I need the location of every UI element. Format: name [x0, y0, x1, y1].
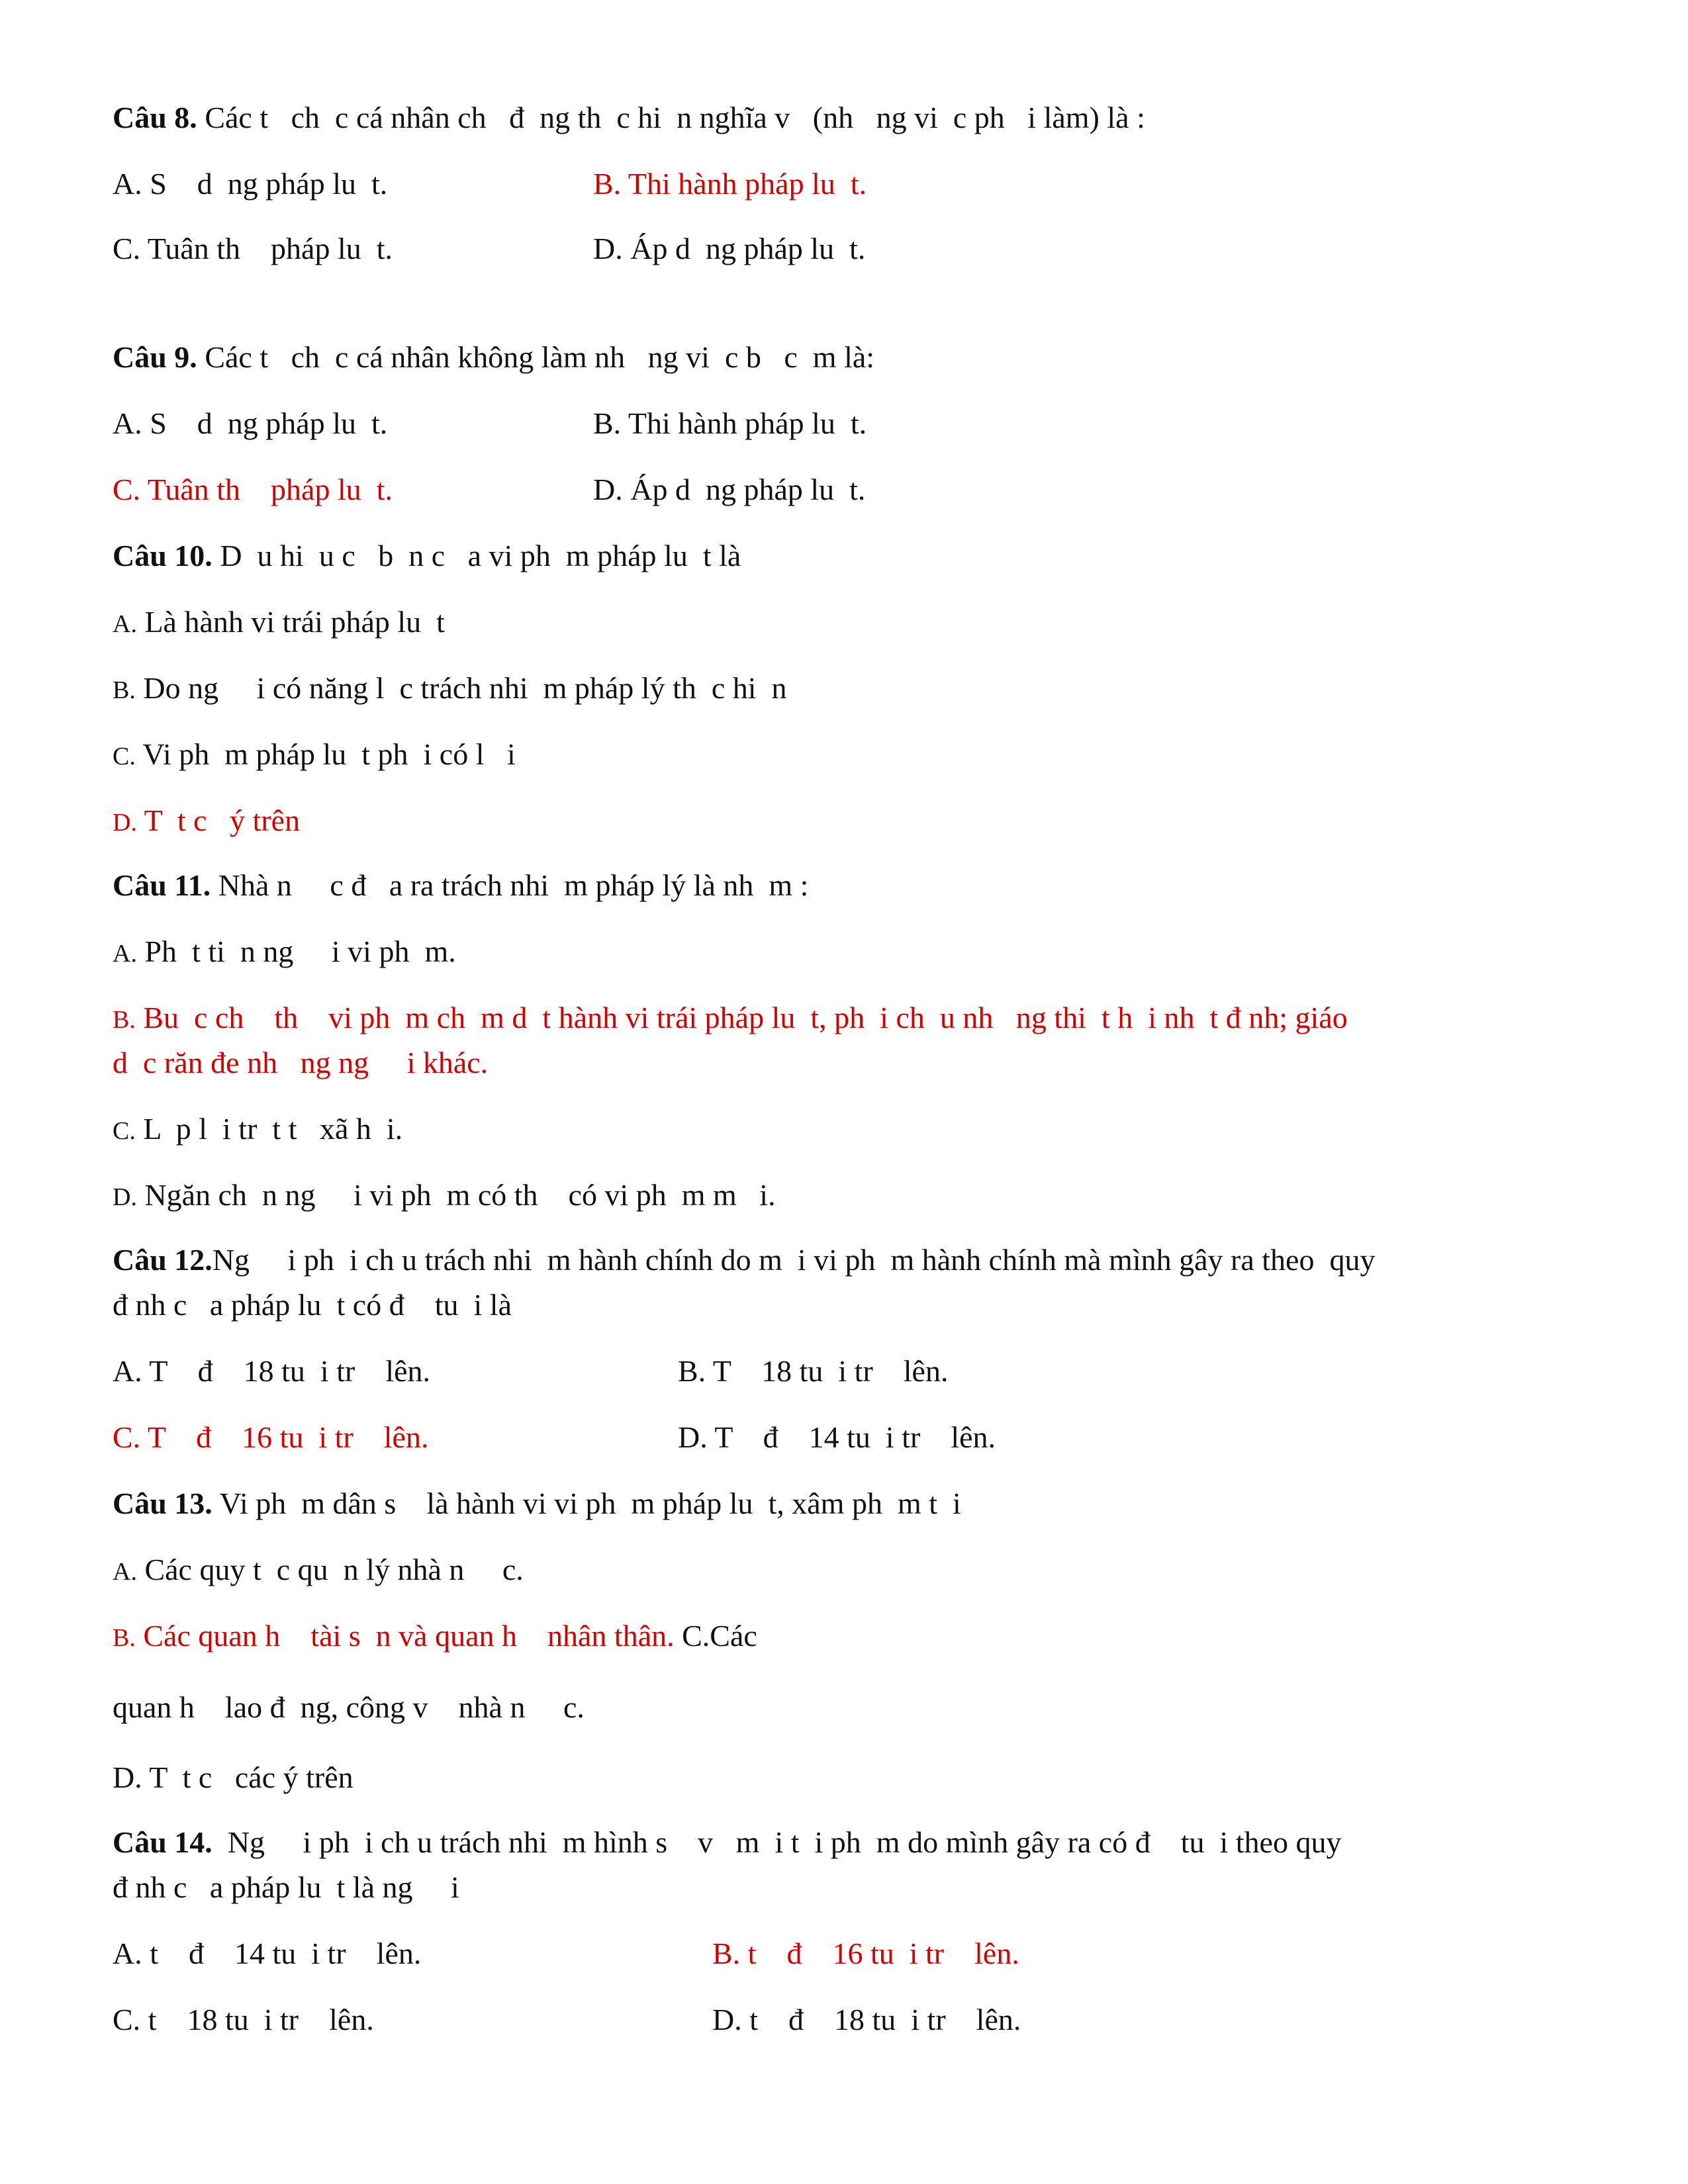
question-text: Các t ch c cá nhân không làm nh ng vi c b c m là:	[197, 340, 875, 374]
option-11c	[113, 1111, 402, 1150]
question-14	[113, 1824, 1341, 1861]
option-10a	[113, 604, 445, 643]
option-text-correct: Các quan h tài s n và quan h nhân thân.	[135, 1619, 675, 1653]
option-9b: B. Thi hành pháp lu t.	[593, 406, 867, 440]
question-text: Ng i ph i ch u trách nhi m hình s v m i t i ph m do mình gây ra có đ tu i theo quy	[212, 1825, 1342, 1859]
option-letter: D.	[113, 809, 137, 837]
option-text: Là hành vi trái pháp lu t	[136, 605, 445, 639]
question-number: Câu 9.	[113, 340, 197, 374]
option-11d	[113, 1177, 776, 1216]
option-14c: C. t 18 tu i tr lên.	[113, 2003, 374, 2036]
option-13a	[113, 1551, 524, 1590]
option-14a: A. t đ 14 tu i tr lên.	[113, 1936, 422, 1970]
option-13b	[113, 1617, 757, 1657]
option-text: Do ng i có năng l c trách nhi m pháp lý th c hi n	[135, 671, 787, 705]
question-number: Câu 13.	[113, 1486, 212, 1520]
question-11	[113, 867, 808, 904]
option-11b-continued: d c răn đe nh ng ng i khác.	[113, 1046, 489, 1079]
option-letter: D.	[113, 1183, 137, 1211]
question-12	[113, 1242, 1375, 1279]
question-8	[113, 99, 1145, 136]
option-9d: D. Áp d ng pháp lu t.	[593, 473, 866, 506]
question-number: Câu 10.	[113, 539, 212, 572]
option-9a: A. S d ng pháp lu t.	[113, 406, 388, 440]
option-9c-correct: C. Tuân th pháp lu t.	[113, 473, 393, 506]
option-text: L p l i tr t t xã h i.	[135, 1112, 403, 1146]
option-10b	[113, 670, 787, 709]
option-letter: C.	[113, 743, 136, 770]
option-10d-correct	[113, 802, 300, 841]
question-number: Câu 11.	[113, 868, 211, 902]
question-9	[113, 339, 874, 376]
option-text: Các quy t c qu n lý nhà n c.	[136, 1553, 524, 1586]
question-number: Câu 14.	[113, 1825, 212, 1859]
question-text: Ng i ph i ch u trách nhi m hành chính do m i vi ph m hành chính mà mình gây ra theo quy	[212, 1243, 1376, 1277]
option-letter: B.	[113, 1006, 136, 1034]
option-text: Ngăn ch n ng i vi ph m có th có vi ph m m i.	[136, 1178, 776, 1212]
option-text: Bu c ch th vi ph m ch m d t hành vi trái pháp lu t, ph i ch u nh ng thi t h i nh t đ nh; giáo	[135, 1001, 1348, 1034]
option-12d: D. T đ 14 tu i tr lên.	[678, 1420, 996, 1454]
question-text: Nhà n c đ a ra trách nhi m pháp lý là nh m :	[211, 868, 809, 902]
option-14d: D. t đ 18 tu i tr lên.	[712, 2003, 1021, 2036]
option-12b: B. T 18 tu i tr lên.	[678, 1354, 949, 1388]
option-8a: A. S d ng pháp lu t.	[113, 167, 388, 201]
option-11b-correct	[113, 999, 1348, 1038]
option-letter: C.	[113, 1117, 136, 1145]
question-13	[113, 1485, 961, 1522]
question-text: Vi ph m dân s là hành vi vi ph m pháp lu t, xâm ph m t i	[212, 1486, 961, 1520]
question-text: D u hi u c b n c a vi ph m pháp lu t là	[212, 539, 741, 572]
question-number: Câu 8.	[113, 101, 197, 134]
option-letter: A.	[113, 940, 137, 968]
question-10	[113, 537, 741, 574]
option-8c: C. Tuân th pháp lu t.	[113, 232, 393, 265]
option-13c-continued: quan h lao đ ng, công v nhà n c.	[113, 1690, 585, 1724]
option-text: T t c ý trên	[136, 803, 301, 837]
question-text: Các t ch c cá nhân ch đ ng th c hi n nghĩa v (nh ng vi c ph i làm) là :	[197, 101, 1145, 134]
option-13c-start: C.Các	[674, 1619, 757, 1653]
option-8d: D. Áp d ng pháp lu t.	[593, 232, 866, 265]
option-letter: A.	[113, 1558, 137, 1586]
option-10c	[113, 736, 516, 775]
option-8b-correct: B. Thi hành pháp lu t.	[593, 167, 867, 201]
option-letter: B.	[113, 1624, 136, 1652]
option-text: Vi ph m pháp lu t ph i có l i	[135, 737, 516, 771]
question-12-continued: đ nh c a pháp lu t có đ tu i là	[113, 1288, 512, 1322]
option-12c-correct: C. T đ 16 tu i tr lên.	[113, 1420, 429, 1454]
question-14-continued: đ nh c a pháp lu t là ng i	[113, 1870, 459, 1904]
option-letter: A.	[113, 610, 137, 638]
option-12a: A. T đ 18 tu i tr lên.	[113, 1354, 431, 1388]
option-letter: B.	[113, 676, 136, 704]
question-number: Câu 12.	[113, 1243, 212, 1277]
option-text: Ph t ti n ng i vi ph m.	[136, 934, 456, 968]
option-11a	[113, 933, 456, 972]
option-14b-correct: B. t đ 16 tu i tr lên.	[712, 1936, 1019, 1970]
option-13d: D. T t c các ý trên	[113, 1760, 353, 1794]
